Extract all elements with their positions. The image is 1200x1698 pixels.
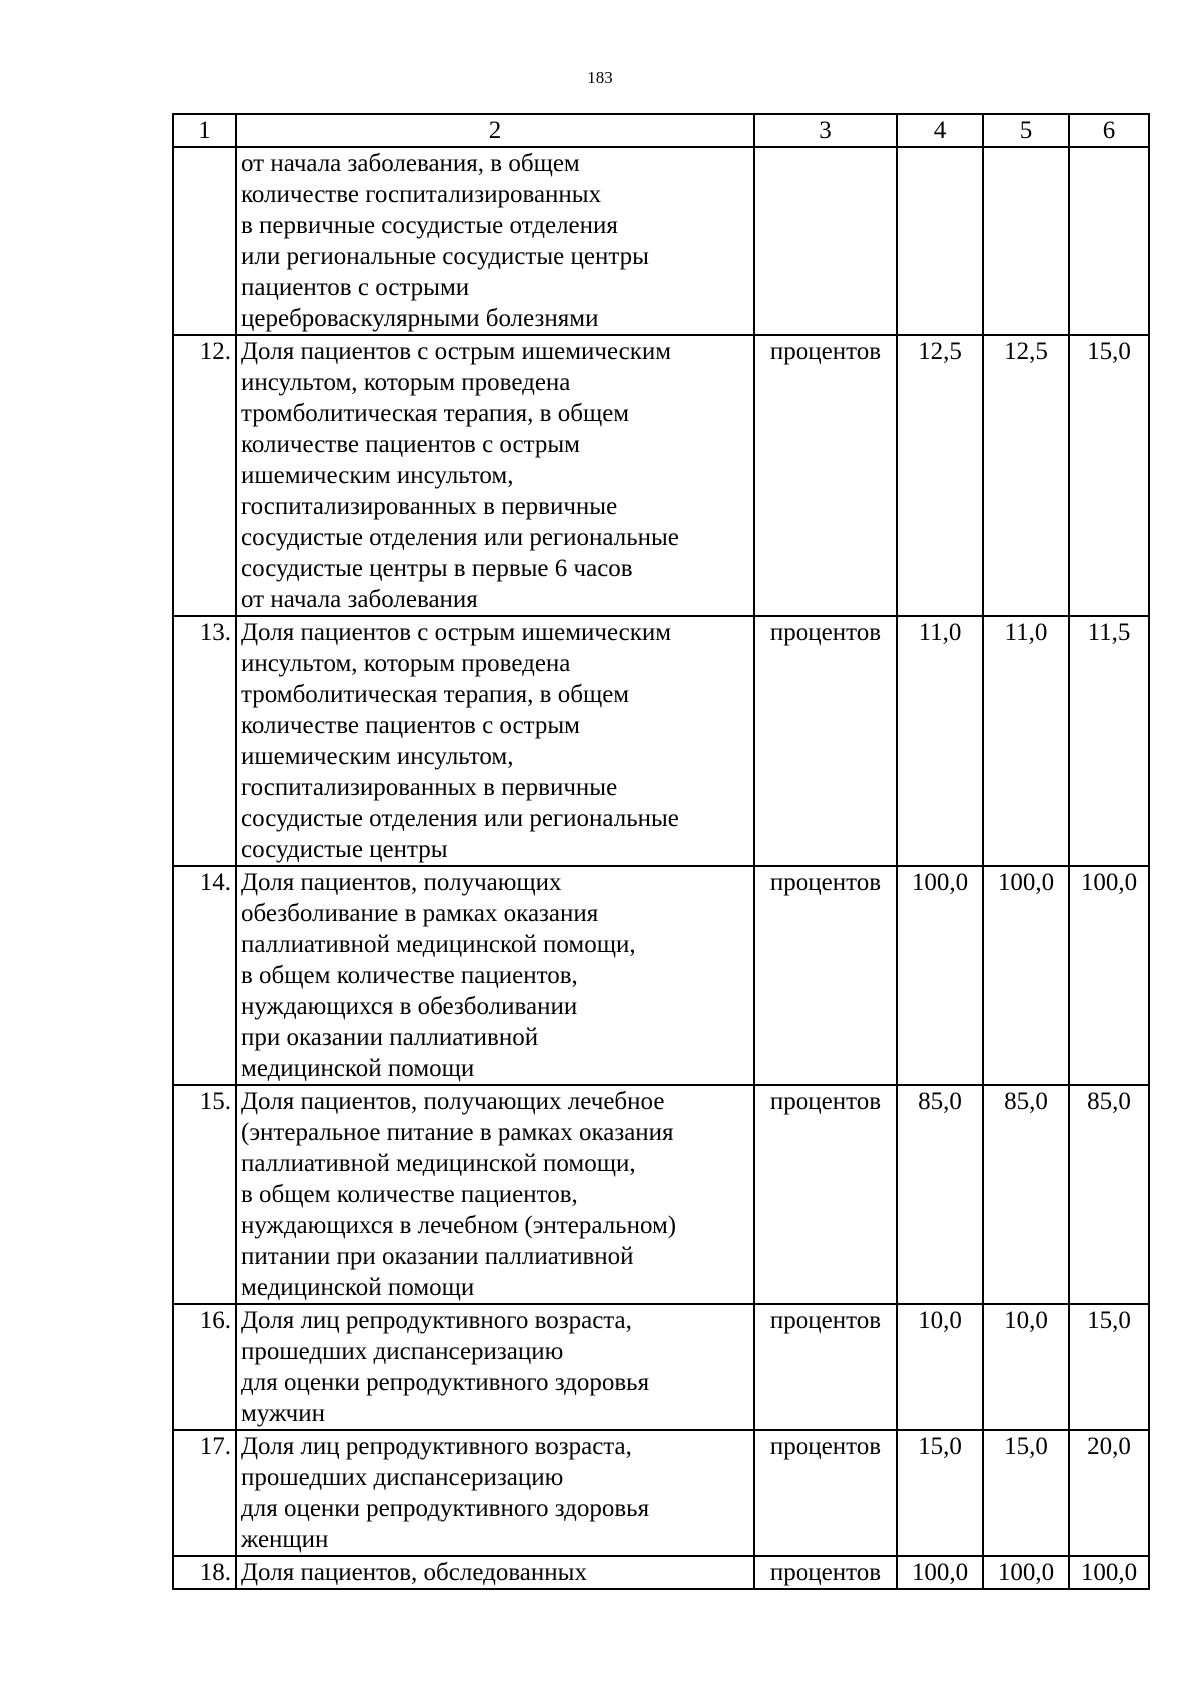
unit-of-measure: процентов — [754, 866, 897, 1085]
value-col-4: 100,0 — [897, 866, 983, 1085]
value-col-6: 20,0 — [1069, 1430, 1149, 1556]
description-line: инсультом, которым проведена — [241, 650, 571, 677]
value-col-4: 11,0 — [897, 616, 983, 866]
header-col-1: 1 — [173, 114, 236, 147]
header-col-4: 4 — [897, 114, 983, 147]
description-line: от начала заболевания, в общем — [241, 150, 580, 177]
description-line: сосудистые центры — [241, 836, 448, 863]
table-row — [173, 1085, 1149, 1304]
value-col-6: 11,5 — [1069, 616, 1149, 866]
description-line: прошедших диспансеризацию — [241, 1464, 564, 1491]
description-line: тромболитическая терапия, в общем — [241, 400, 630, 427]
table-row — [173, 147, 1149, 335]
description-line: прошедших диспансеризацию — [241, 1338, 564, 1365]
value-col-6: 100,0 — [1069, 1556, 1149, 1589]
description-line: медицинской помощи — [241, 1055, 475, 1082]
value-col-5 — [983, 147, 1069, 335]
row-number: 12. — [173, 335, 236, 616]
description-line: пациентов с острыми — [241, 274, 470, 301]
value-col-4: 10,0 — [897, 1304, 983, 1430]
value-col-5: 12,5 — [983, 335, 1069, 616]
description-line: Доля лиц репродуктивного возраста, — [241, 1433, 632, 1460]
description-line: медицинской помощи — [241, 1274, 475, 1301]
description-line: ишемическим инсультом, — [241, 462, 514, 489]
header-col-3: 3 — [754, 114, 897, 147]
value-col-6: 85,0 — [1069, 1085, 1149, 1304]
description-line: мужчин — [241, 1400, 325, 1427]
description-line: Доля пациентов, обследованных — [241, 1559, 587, 1586]
unit-of-measure: процентов — [754, 616, 897, 866]
description-line: Доля пациентов, получающих — [241, 869, 562, 896]
description-line: Доля пациентов с острым ишемическим — [241, 619, 672, 646]
description-line: нуждающихся в обезболивании — [241, 993, 578, 1020]
unit-of-measure: процентов — [754, 335, 897, 616]
value-col-5: 85,0 — [983, 1085, 1069, 1304]
value-col-5: 100,0 — [983, 1556, 1069, 1589]
indicator-description — [236, 147, 754, 335]
description-line: в первичные сосудистые отделения — [241, 212, 618, 239]
page-number: 183 — [587, 68, 613, 87]
description-line: обезболивание в рамках оказания — [241, 900, 599, 927]
unit-of-measure — [754, 147, 897, 335]
indicators-table — [172, 113, 1150, 1590]
table-row — [173, 335, 1149, 616]
description-line: сосудистые отделения или региональные — [241, 805, 679, 832]
description-line: нуждающихся в лечебном (энтеральном) — [241, 1212, 677, 1239]
description-line: в общем количестве пациентов, — [241, 1181, 578, 1208]
value-col-4: 12,5 — [897, 335, 983, 616]
description-line: для оценки репродуктивного здоровья — [241, 1495, 650, 1522]
value-col-6: 15,0 — [1069, 335, 1149, 616]
indicator-description — [236, 1085, 754, 1304]
description-line: количестве пациентов с острым — [241, 431, 580, 458]
description-line: инсультом, которым проведена — [241, 369, 571, 396]
row-number: 17. — [173, 1430, 236, 1556]
row-number: 15. — [173, 1085, 236, 1304]
description-line: в общем количестве пациентов, — [241, 962, 578, 989]
table-row — [173, 1430, 1149, 1556]
table-header-row — [173, 114, 1149, 147]
description-line: Доля лиц репродуктивного возраста, — [241, 1307, 632, 1334]
header-col-2: 2 — [236, 114, 754, 147]
value-col-6: 100,0 — [1069, 866, 1149, 1085]
description-line: (энтеральное питание в рамках оказания — [241, 1119, 674, 1146]
table-row — [173, 616, 1149, 866]
value-col-5: 10,0 — [983, 1304, 1069, 1430]
value-col-5: 15,0 — [983, 1430, 1069, 1556]
description-line: тромболитическая терапия, в общем — [241, 681, 630, 708]
description-line: от начала заболевания — [241, 586, 478, 613]
row-number: 13. — [173, 616, 236, 866]
table-row — [173, 1556, 1149, 1589]
description-line: при оказании паллиативной — [241, 1024, 539, 1051]
description-line: питании при оказании паллиативной — [241, 1243, 634, 1270]
description-line: женщин — [241, 1526, 329, 1553]
table-row — [173, 1304, 1149, 1430]
indicator-description — [236, 335, 754, 616]
value-col-5: 100,0 — [983, 866, 1069, 1085]
value-col-4: 100,0 — [897, 1556, 983, 1589]
indicator-description — [236, 866, 754, 1085]
description-line: количестве госпитализированных — [241, 181, 602, 208]
description-line: паллиативной медицинской помощи, — [241, 931, 636, 958]
description-line: сосудистые отделения или региональные — [241, 524, 679, 551]
unit-of-measure: процентов — [754, 1085, 897, 1304]
value-col-4: 85,0 — [897, 1085, 983, 1304]
description-line: ишемическим инсультом, — [241, 743, 514, 770]
description-line: цереброваскулярными болезнями — [241, 305, 599, 332]
row-number: 18. — [173, 1556, 236, 1589]
header-col-6: 6 — [1069, 114, 1149, 147]
value-col-6: 15,0 — [1069, 1304, 1149, 1430]
value-col-5: 11,0 — [983, 616, 1069, 866]
value-col-6 — [1069, 147, 1149, 335]
description-line: Доля пациентов с острым ишемическим — [241, 338, 672, 365]
indicator-description — [236, 1556, 754, 1589]
value-col-4: 15,0 — [897, 1430, 983, 1556]
description-line: сосудистые центры в первые 6 часов — [241, 555, 633, 582]
unit-of-measure: процентов — [754, 1556, 897, 1589]
header-col-5: 5 — [983, 114, 1069, 147]
row-number — [173, 147, 236, 335]
row-number: 16. — [173, 1304, 236, 1430]
value-col-4 — [897, 147, 983, 335]
indicator-description — [236, 1430, 754, 1556]
description-line: Доля пациентов, получающих лечебное — [241, 1088, 665, 1115]
indicator-description — [236, 1304, 754, 1430]
row-number: 14. — [173, 866, 236, 1085]
table-row — [173, 866, 1149, 1085]
unit-of-measure: процентов — [754, 1304, 897, 1430]
description-line: или региональные сосудистые центры — [241, 243, 649, 270]
unit-of-measure: процентов — [754, 1430, 897, 1556]
description-line: госпитализированных в первичные — [241, 493, 618, 520]
description-line: количестве пациентов с острым — [241, 712, 580, 739]
indicator-description — [236, 616, 754, 866]
description-line: паллиативной медицинской помощи, — [241, 1150, 636, 1177]
description-line: госпитализированных в первичные — [241, 774, 618, 801]
description-line: для оценки репродуктивного здоровья — [241, 1369, 650, 1396]
